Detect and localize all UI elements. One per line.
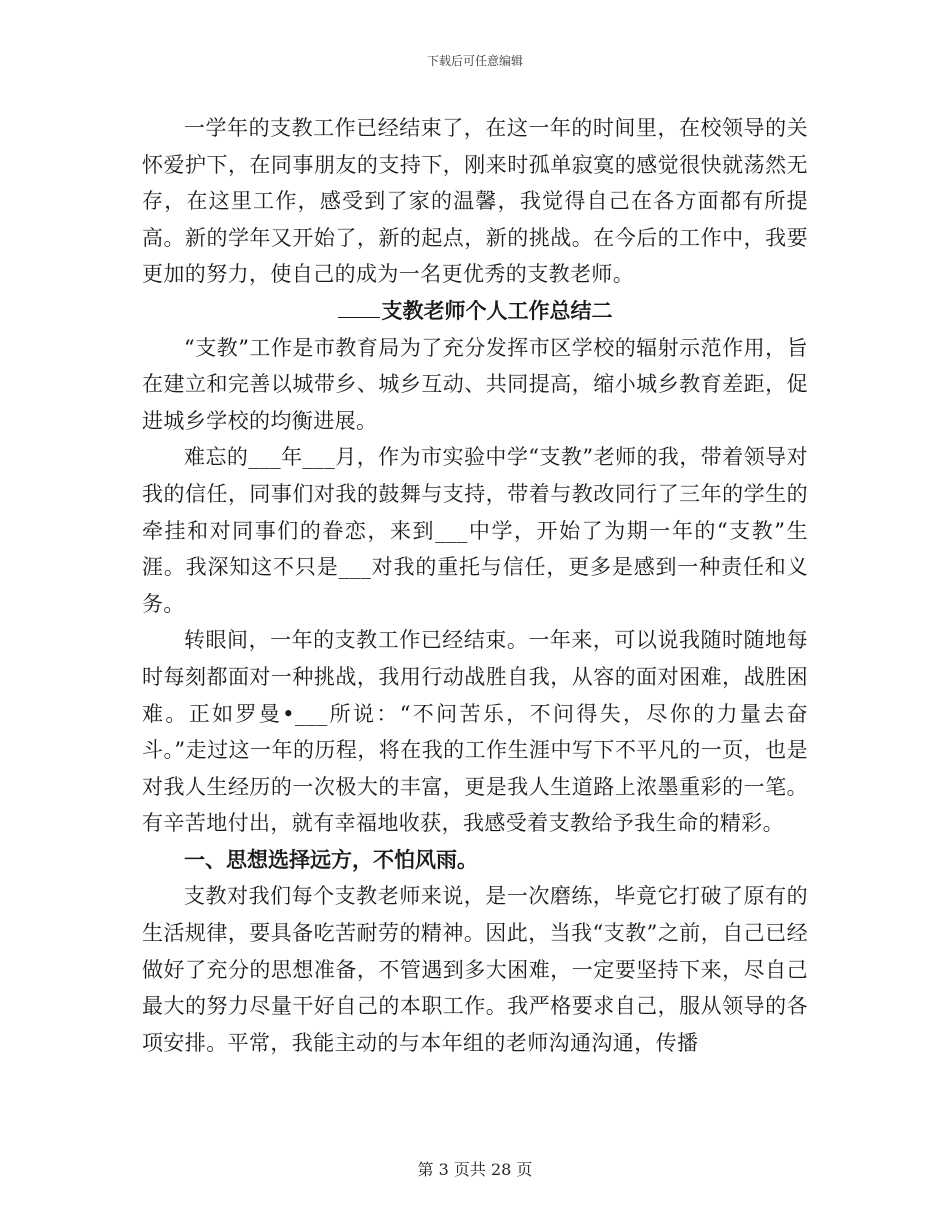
- paragraph-4: 转眼间，一年的支教工作已经结束。一年来，可以说我随时随地每时每刻都面对一种挑战，我用行动战胜自我，从容的面对困难，战胜困难。正如罗曼•___所说：“不问苦乐，不问得失，尽你的力量去奋斗。”走过这一年的历程，将在我的工作生涯中写下不平凡的一页，也是对我人生经历的一次极大的丰富，更是我人生道路上浓墨重彩的一笔。有辛苦地付出，就有幸福地收获，我感受着支教给予我生命的精彩。: [142, 628, 808, 836]
- paragraph-5: 支教对我们每个支教老师来说，是一次磨练，毕竟它打破了原有的生活规律，要具备吃苦耐劳的精神。因此，当我“支教”之前，自己已经做好了充分的思想准备，不管遇到多大困难，一定要坚持下来，尽自己最大的努力尽量干好自己的本职工作。我严格要求自己，服从领导的各项安排。平常，我能主动的与本年组的老师沟通沟通，传播: [142, 884, 808, 1055]
- paragraph-1: 一学年的支教工作已经结束了，在这一年的时间里，在校领导的关怀爱护下，在同事朋友的支持下，刚来时孤单寂寞的感觉很快就荡然无存，在这里工作，感受到了家的温馨，我觉得自己在各方面都有所提高。新的学年又开始了，新的起点，新的挑战。在今后的工作中，我要更加的努力，使自己的成为一名更优秀的支教老师。: [142, 116, 808, 287]
- section-title-text: 支教老师个人工作总结二: [381, 297, 613, 323]
- subsection-heading: 一、思想选择远方，不怕风雨。: [184, 846, 478, 872]
- document-body: [142, 110, 808, 1061]
- page-header: 下载后可任意编辑: [426, 54, 523, 68]
- page-footer: 第 3 页共 28 页: [417, 1160, 533, 1179]
- section-title: [142, 293, 808, 330]
- paragraph-3: 难忘的___年___月，作为市实验中学“支教”老师的我，带着领导对我的信任，同事们对我的鼓舞与支持，带着与教改同行了三年的学生的牵挂和对同事们的眷恋，来到___中学，开始了为期一年的“支教”生涯。我深知这不只是___对我的重托与信任，更多是感到一种责任和义务。: [142, 445, 808, 616]
- paragraph-2: “支教”工作是市教育局为了充分发挥市区学校的辐射示范作用，旨在建立和完善以城带乡、城乡互动、共同提高，缩小城乡教育差距，促进城乡学校的均衡进展。: [142, 335, 808, 433]
- title-blank: [338, 297, 380, 318]
